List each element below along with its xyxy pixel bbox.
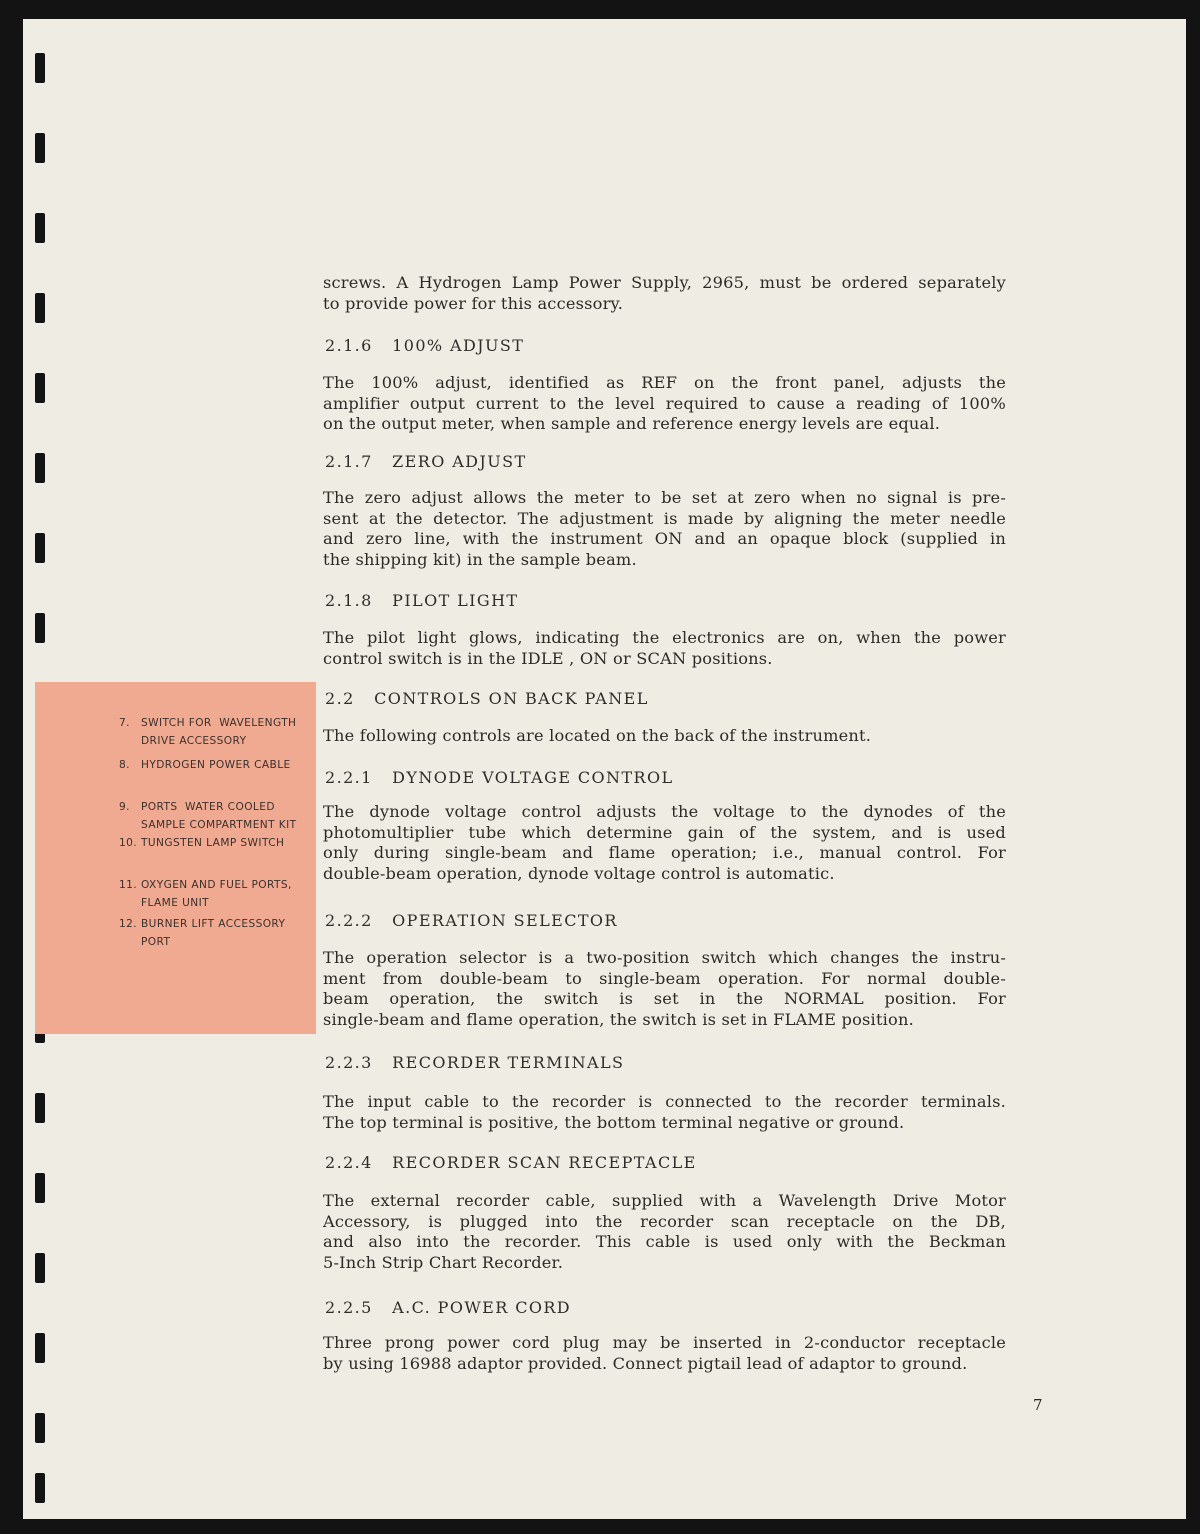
document-page [23,19,1186,1519]
section-paragraph [323,802,1006,884]
paragraph-line: to provide power for this accessory. [323,293,624,313]
section-heading: 2.1.8 PILOT LIGHT [325,591,519,610]
paragraph-line: The external recorder cable, supplied with a Wavelength Drive Motor [323,1191,1006,1210]
legend-item-number: 11. [119,879,138,891]
paragraph-line: screws. A Hydrogen Lamp Power Supply, 2965, must be ordered separately [323,273,1006,292]
section-heading: 2.2.1 DYNODE VOLTAGE CONTROL [325,768,674,787]
paragraph-line: photomultiplier tube which determine gain of the system, and is used [323,822,1006,842]
paragraph-line: sent at the detector. The adjustment is made by aligning the meter needle [323,508,1006,528]
paragraph-line: The zero adjust allows the meter to be set at zero when no signal is pre- [323,488,1006,507]
section-paragraph [323,1092,1006,1133]
section-heading: 2.2.3 RECORDER TERMINALS [325,1053,625,1072]
paragraph-line: Three prong power cord plug may be inserted in 2-conductor receptacle [323,1333,1006,1352]
legend-item-number: 8. [119,759,130,771]
section-heading: 2.1.7 ZERO ADJUST [325,452,527,471]
paragraph-line: single-beam and flame operation, the switch is set in FLAME position. [323,1009,914,1029]
paragraph-line: control switch is in the IDLE , ON or SCAN positions. [323,648,773,668]
section-heading: 2.2.2 OPERATION SELECTOR [325,911,618,930]
section-paragraph [323,726,1006,747]
paragraph-line: on the output meter, when sample and reference energy levels are equal. [323,414,941,434]
legend-item-line: FLAME UNIT [141,896,209,909]
paragraph-line: The following controls are located on the back of the instrument. [323,726,872,745]
paragraph-line: ment from double-beam to single-beam operation. For normal double- [323,968,1006,988]
legend-item-number: 7. [119,717,130,729]
page-body [23,19,1186,1519]
paragraph-line: by using 16988 adaptor provided. Connect pigtail lead of adaptor to ground. [323,1353,968,1373]
legend-item-line: TUNGSTEN LAMP SWITCH [141,837,285,849]
paragraph-line: only during single-beam and flame operation; i.e., manual control. For [323,843,1006,863]
legend-item-line: HYDROGEN POWER CABLE [141,759,291,771]
legend-item-line: OXYGEN AND FUEL PORTS, [141,879,292,891]
legend-item-number: 10. [119,837,138,849]
paragraph-line: The input cable to the recorder is connected to the recorder terminals. [323,1092,1006,1111]
legend-item-line: PORT [141,935,171,948]
paragraph-line: beam operation, the switch is set in the NORMAL position. For [323,989,1006,1009]
paragraph-line: Accessory, is plugged into the recorder scan receptacle on the DB, [323,1211,1006,1231]
paragraph-line: 5-Inch Strip Chart Recorder. [323,1252,564,1272]
section-paragraph [323,1333,1006,1374]
legend-item-line: DRIVE ACCESSORY [141,734,247,747]
paragraph-line: amplifier output current to the level required to cause a reading of 100% [323,393,1006,413]
legend-item-line: SAMPLE COMPARTMENT KIT [141,818,297,831]
section-heading: 2.2 CONTROLS ON BACK PANEL [325,689,649,708]
legend-item-line: PORTS WATER COOLED [141,801,275,813]
paragraph-line: double-beam operation, dynode voltage control is automatic. [323,863,835,883]
section-heading: 2.1.6 100% ADJUST [325,336,525,355]
section-heading: 2.2.5 A.C. POWER CORD [325,1298,572,1317]
section-paragraph [323,373,1006,435]
intro-paragraph [323,273,1006,314]
section-paragraph [323,948,1006,1030]
section-heading: 2.2.4 RECORDER SCAN RECEPTACLE [325,1153,697,1172]
paragraph-line: The 100% adjust, identified as REF on the front panel, adjusts the [323,373,1006,392]
paragraph-line: The top terminal is positive, the bottom terminal negative or ground. [323,1112,905,1132]
legend-item-line: BURNER LIFT ACCESSORY [141,918,286,930]
page-number: 7 [1033,1396,1043,1414]
paragraph-line: The dynode voltage control adjusts the voltage to the dynodes of the [323,802,1006,821]
paragraph-line: The pilot light glows, indicating the electronics are on, when the power [323,628,1006,647]
paragraph-line: the shipping kit) in the sample beam. [323,549,637,569]
paragraph-line: The operation selector is a two-position switch which changes the instru- [323,948,1006,967]
section-paragraph [323,1191,1006,1273]
paragraph-line: and zero line, with the instrument ON and an opaque block (supplied in [323,529,1006,549]
section-paragraph [323,628,1006,669]
paragraph-line: and also into the recorder. This cable is used only with the Beckman [323,1232,1006,1252]
section-paragraph [323,488,1006,570]
legend-item-number: 12. [119,918,138,930]
legend-item-number: 9. [119,801,130,813]
legend-item-line: SWITCH FOR WAVELENGTH [141,717,297,729]
